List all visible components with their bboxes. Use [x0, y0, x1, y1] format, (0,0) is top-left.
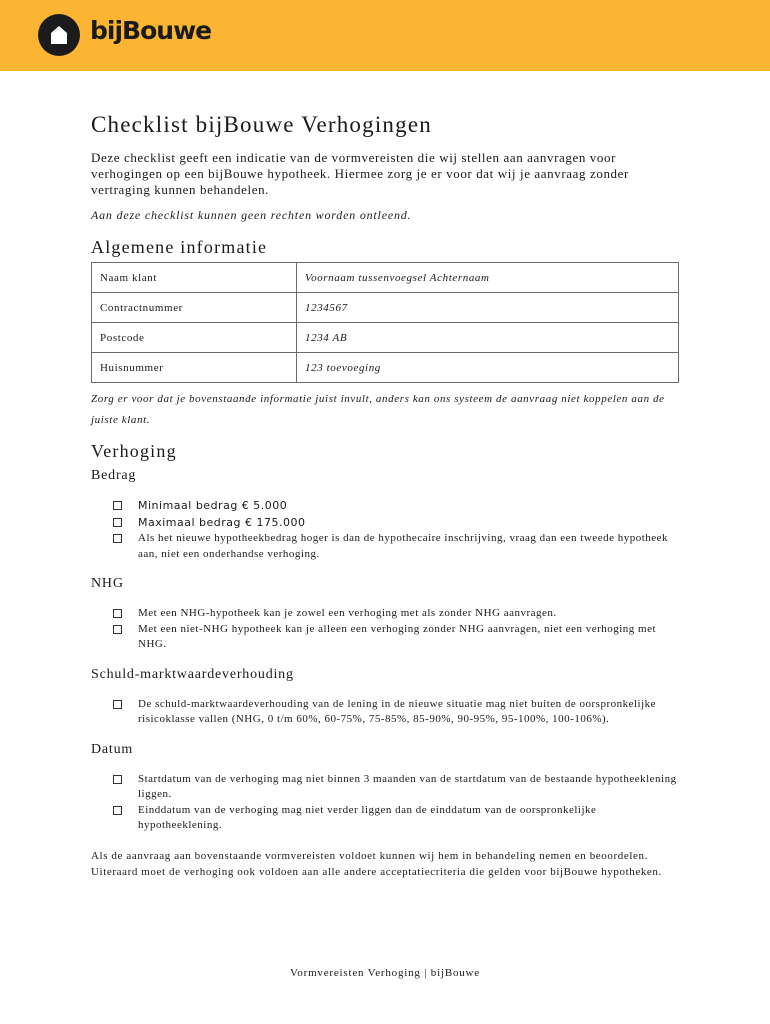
list-item: [91, 772, 681, 803]
list-item: [91, 606, 681, 622]
row-label: Postcode: [92, 323, 297, 353]
checkbox[interactable]: [113, 609, 122, 618]
closing-paragraph: Als de aanvraag aan bovenstaande vormvereisten voldoet kunnen wij hem in behandeling nemen en beoordelen. Uiteraard moet de verhoging ook voldoen aan alle andere acceptatiecriteria die gelden voor bijBouwe hypotheken.: [91, 849, 662, 878]
section-title-nhg: NHG: [91, 576, 124, 591]
list-item: [91, 515, 681, 532]
list-item: [91, 803, 681, 834]
item-text: Minimaal bedrag € 5.000: [138, 499, 288, 512]
house-icon: [38, 14, 80, 56]
document-body: [91, 112, 681, 891]
item-text: De schuld-marktwaardeverhouding van de lening in de nieuwe situatie mag niet buiten de oorspronkelijke risicoklasse vallen (NHG, 0 t/m 60%, 60-75%, 75-85%, 85-90%, 90-95%, 95-100%, 100-106%).: [138, 697, 657, 725]
checkbox[interactable]: [113, 625, 122, 634]
table-row: [92, 263, 679, 293]
item-text: Met een niet-NHG hypotheek kan je alleen een verhoging zonder NHG aanvragen, niet een verhoging met NHG.: [138, 622, 657, 650]
general-info-heading: Algemene informatie: [91, 237, 268, 257]
checklist-amount: [91, 498, 681, 562]
table-row: [92, 323, 679, 353]
section-title-ltv: Schuld-marktwaardeverhouding: [91, 666, 294, 682]
disclaimer: Aan deze checklist kunnen geen rechten worden ontleend.: [91, 208, 412, 222]
list-item: [91, 697, 681, 728]
row-label: Naam klant: [92, 263, 297, 293]
increase-heading: Verhoging: [91, 441, 177, 461]
intro-paragraph: Deze checklist geeft een indicatie van de vormvereisten die wij stellen aan aanvragen voor verhogingen op een bijBouwe hypotheek. Hiermee zorg je er voor dat wij je aanvraag zonder vertraging kunnen behandelen.: [91, 150, 629, 197]
list-item: [91, 622, 681, 653]
general-info-table: [91, 262, 679, 383]
row-label: Contractnummer: [92, 293, 297, 323]
item-text: Met een NHG-hypotheek kan je zowel een verhoging met als zonder NHG aanvragen.: [138, 607, 557, 619]
checkbox[interactable]: [113, 806, 122, 815]
checkbox[interactable]: [113, 518, 122, 527]
page-footer: Vormvereisten Verhoging | bijBouwe: [289, 967, 480, 979]
house-number-field[interactable]: 123 toevoeging: [297, 353, 679, 383]
item-text: Als het nieuwe hypotheekbedrag hoger is dan de hypothecaire inschrijving, vraag dan een tweede hypotheek aan, niet een onderhandse verhoging.: [138, 532, 669, 560]
list-item: [91, 531, 681, 562]
postcode-field[interactable]: 1234 AB: [297, 323, 679, 353]
item-text: Startdatum van de verhoging mag niet binnen 3 maanden van de startdatum van de bestaande hypotheeklening liggen.: [138, 772, 677, 800]
checklist-date: [91, 772, 681, 834]
document-title: Checklist bijBouwe Verhogingen: [91, 112, 432, 137]
checkbox[interactable]: [113, 501, 122, 510]
section-title-date: Datum: [91, 741, 134, 757]
item-text: Maximaal bedrag € 175.000: [138, 515, 306, 529]
checkbox[interactable]: [113, 775, 122, 784]
checklist-ltv: [91, 697, 681, 728]
brand-header: [0, 0, 770, 71]
checklist-nhg: [91, 606, 681, 653]
contract-number-field[interactable]: 1234567: [297, 293, 679, 323]
row-label: Huisnummer: [92, 353, 297, 383]
checkbox[interactable]: [113, 534, 122, 543]
item-text: Einddatum van de verhoging mag niet verder liggen dan de einddatum van de oorspronkelijke hypotheeklening.: [138, 803, 597, 831]
brand-logo-text: bijBouwe: [90, 16, 212, 45]
checkbox[interactable]: [113, 700, 122, 709]
info-note: Zorg er voor dat je bovenstaande informatie juist invult, anders kan ons systeem de aanvraag niet koppelen aan de juiste klant.: [91, 393, 665, 426]
list-item: [91, 498, 681, 515]
customer-name-field[interactable]: Voornaam tussenvoegsel Achternaam: [297, 263, 679, 293]
table-row: [92, 293, 679, 323]
table-row: [92, 353, 679, 383]
section-title-amount: Bedrag: [91, 468, 137, 483]
